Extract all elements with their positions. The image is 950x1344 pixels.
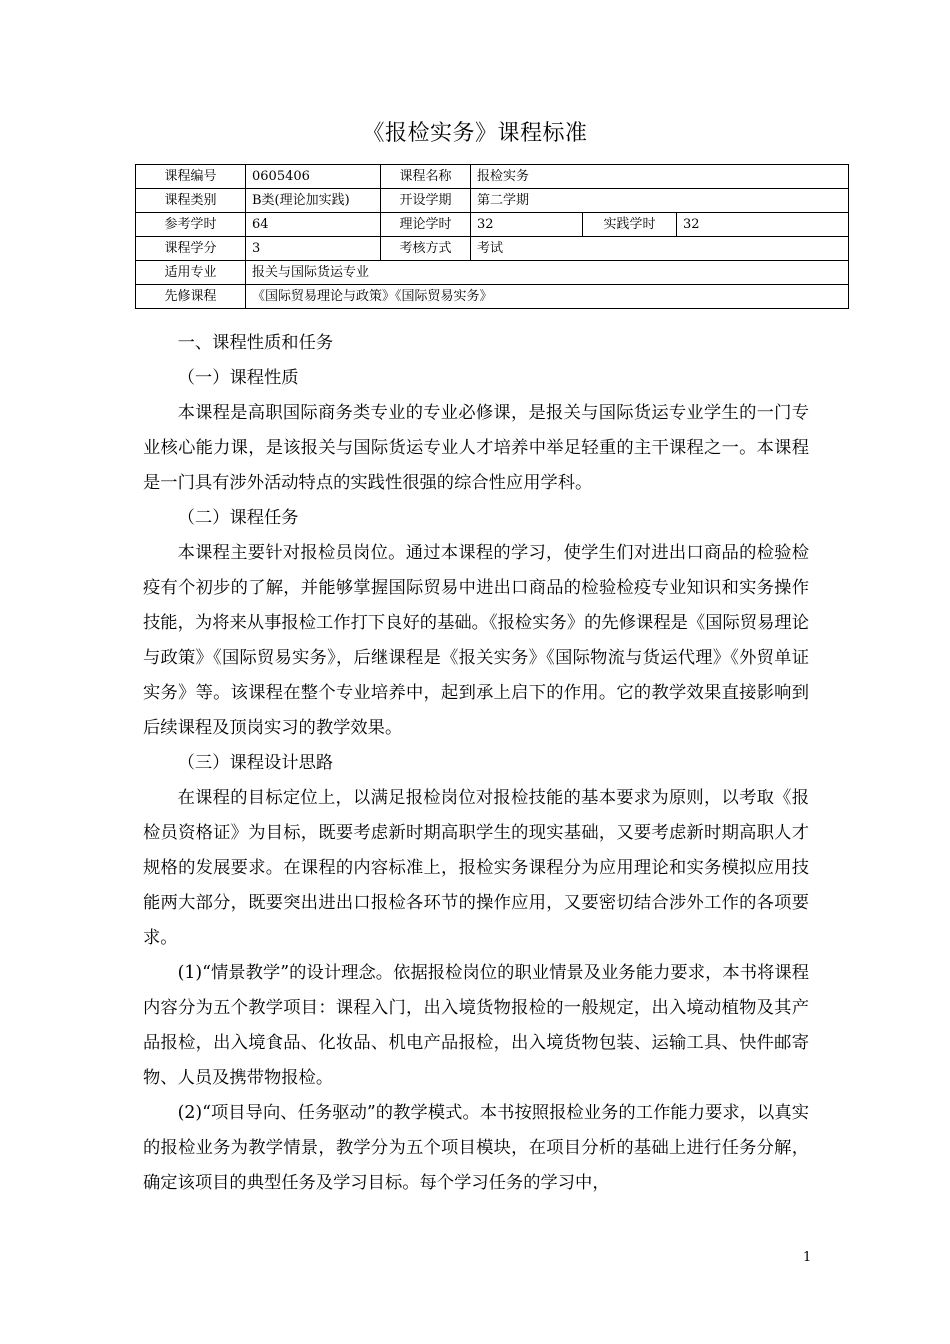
- practice-hours-value: 32: [677, 213, 849, 237]
- course-type-label: 课程类别: [136, 189, 246, 213]
- practice-hours-label: 实践学时: [583, 213, 677, 237]
- credits-value: 3: [246, 237, 381, 261]
- page-number: 1: [803, 1250, 812, 1265]
- course-code-label: 课程编号: [136, 165, 246, 189]
- prereq-value: 《国际贸易理论与政策》《国际贸易实务》: [246, 285, 849, 309]
- table-row: [136, 237, 849, 261]
- paragraph: (1)“情景教学”的设计理念。依据报检岗位的职业情景及业务能力要求，本书将课程内容分为五个教学项目：课程入门，出入境货物报检的一般规定，出入境动植物及其产品报检，出入境食品、化妆品、机电产品报检，出入境货物包装、运输工具、快件邮寄物、人员及携带物报检。: [143, 963, 809, 1088]
- table-row: [136, 213, 849, 237]
- paragraph: 本课程主要针对报检员岗位。通过本课程的学习，使学生们对进出口商品的检验检疫有个初步的了解，并能够掌握国际贸易中进出口商品的检验检疫专业知识和实务操作技能，为将来从事报检工作打下良好的基础。《报检实务》的先修课程是《国际贸易理论与政策》《国际贸易实务》，后继课程是《报关实务》《国际物流与货运代理》《外贸单证实务》等。该课程在整个专业培养中，起到承上启下的作用。它的教学效果直接影响到后续课程及顶岗实习的教学效果。: [143, 543, 809, 738]
- ref-hours-value: 64: [246, 213, 381, 237]
- assessment-label: 考核方式: [381, 237, 471, 261]
- subsection-heading: （二）课程任务: [177, 508, 299, 528]
- assessment-value: 考试: [471, 237, 849, 261]
- ref-hours-label: 参考学时: [136, 213, 246, 237]
- paragraph: 本课程是高职国际商务类专业的专业必修课，是报关与国际货运专业学生的一门专业核心能力课，是该报关与国际货运专业人才培养中举足轻重的主干课程之一。本课程是一门具有涉外活动特点的实践性很强的综合性应用学科。: [143, 403, 809, 493]
- paragraph: (2)“项目导向、任务驱动”的教学模式。本书按照报检业务的工作能力要求，以真实的报检业务为教学情景，教学分为五个项目模块，在项目分析的基础上进行任务分解，确定该项目的典型任务及学习目标。每个学习任务的学习中，: [143, 1103, 809, 1193]
- table-row: [136, 261, 849, 285]
- course-type-value: B类(理论加实践): [246, 189, 381, 213]
- table-row: [136, 165, 849, 189]
- table-row: [136, 285, 849, 309]
- semester-value: 第二学期: [471, 189, 849, 213]
- prereq-label: 先修课程: [136, 285, 246, 309]
- document-title: 《报检实务》课程标准: [362, 121, 588, 146]
- subsection-heading: （三）课程设计思路: [177, 753, 334, 773]
- course-code-value: 0605406: [246, 165, 381, 189]
- section-heading: 一、课程性质和任务: [177, 333, 334, 353]
- theory-hours-value: 32: [471, 213, 583, 237]
- major-value: 报关与国际货运专业: [246, 261, 849, 285]
- major-label: 适用专业: [136, 261, 246, 285]
- credits-label: 课程学分: [136, 237, 246, 261]
- subsection-heading: （一）课程性质: [177, 368, 299, 388]
- table-row: [136, 189, 849, 213]
- course-name-label: 课程名称: [381, 165, 471, 189]
- theory-hours-label: 理论学时: [381, 213, 471, 237]
- paragraph: 在课程的目标定位上，以满足报检岗位对报检技能的基本要求为原则，以考取《报检员资格证》为目标，既要考虑新时期高职学生的现实基础，又要考虑新时期高职人才规格的发展要求。在课程的内容标准上，报检实务课程分为应用理论和实务模拟应用技能两大部分，既要突出进出口报检各环节的操作应用，又要密切结合涉外工作的各项要求。: [143, 788, 809, 948]
- course-name-value: 报检实务: [471, 165, 849, 189]
- document-body: [143, 326, 809, 1201]
- semester-label: 开设学期: [381, 189, 471, 213]
- course-info-table: [135, 164, 849, 309]
